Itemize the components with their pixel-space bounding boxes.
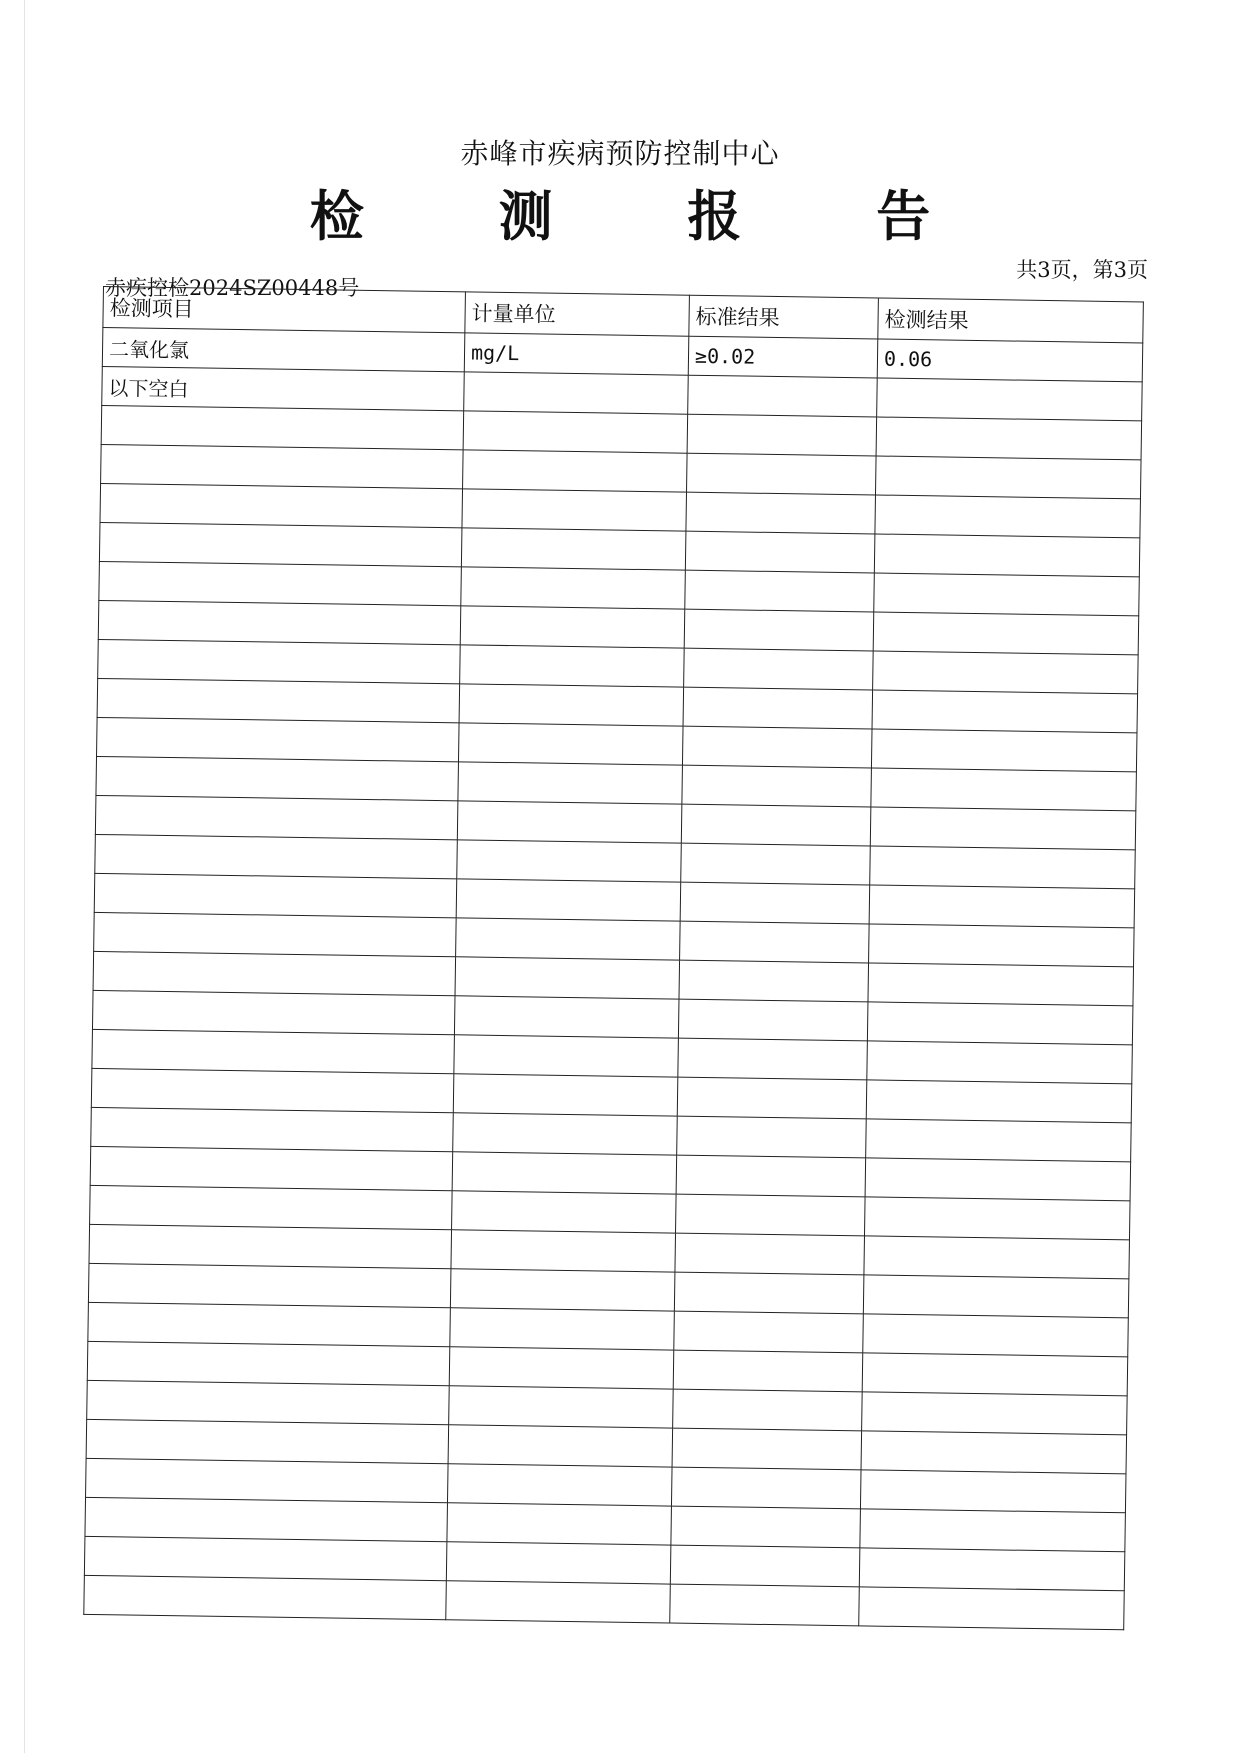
empty-cell xyxy=(90,1185,453,1229)
empty-cell xyxy=(449,1347,674,1389)
empty-cell xyxy=(676,1155,866,1197)
empty-cell xyxy=(95,834,458,878)
standard-cell: ≥0.02 xyxy=(688,336,878,378)
empty-cell xyxy=(683,687,873,729)
empty-cell xyxy=(461,567,686,609)
empty-cell xyxy=(96,756,459,800)
empty-cell xyxy=(676,1194,866,1236)
empty-cell xyxy=(459,684,684,726)
empty-cell xyxy=(687,414,877,456)
empty-cell xyxy=(86,1419,449,1463)
empty-cell xyxy=(92,990,455,1034)
empty-cell xyxy=(454,996,679,1038)
empty-cell xyxy=(863,1275,1129,1318)
empty-cell xyxy=(686,492,876,534)
empty-cell xyxy=(94,912,457,956)
empty-cell xyxy=(87,1341,450,1385)
empty-cell xyxy=(89,1224,452,1268)
empty-cell xyxy=(462,489,687,531)
empty-cell xyxy=(876,417,1142,460)
standard-cell xyxy=(688,375,878,417)
empty-cell xyxy=(859,1587,1125,1630)
result-cell xyxy=(877,378,1143,421)
empty-cell xyxy=(94,873,457,917)
report-number: 赤疾控检2024SZ00448号 xyxy=(105,276,360,300)
empty-cell xyxy=(675,1233,865,1275)
empty-cell xyxy=(681,804,871,846)
organization-name: 赤峰市疾病预防控制中心 xyxy=(460,137,780,170)
empty-cell xyxy=(455,957,680,999)
empty-cell xyxy=(450,1308,675,1350)
empty-cell xyxy=(88,1302,451,1346)
empty-cell xyxy=(678,1038,868,1080)
empty-cell xyxy=(862,1353,1128,1396)
scan-edge-line xyxy=(24,0,25,1753)
empty-cell xyxy=(452,1152,677,1194)
empty-cell xyxy=(875,456,1141,499)
empty-cell xyxy=(866,1119,1132,1162)
empty-cell xyxy=(684,648,874,690)
blank-below-note: 以下空白 xyxy=(102,366,465,410)
empty-cell xyxy=(101,405,464,449)
empty-cell xyxy=(874,534,1140,577)
empty-cell xyxy=(682,726,872,768)
empty-cell xyxy=(673,1350,863,1392)
empty-cell xyxy=(861,1431,1127,1474)
empty-cell xyxy=(862,1392,1128,1435)
empty-cell xyxy=(460,645,685,687)
empty-cell xyxy=(670,1545,860,1587)
column-header-standard: 标准结果 xyxy=(689,295,879,339)
table-body xyxy=(84,328,1143,1630)
empty-cell xyxy=(866,1080,1132,1123)
empty-cell xyxy=(90,1146,453,1190)
empty-cell xyxy=(677,1077,867,1119)
empty-cell xyxy=(865,1158,1131,1201)
empty-cell xyxy=(670,1584,860,1626)
empty-cell xyxy=(450,1269,675,1311)
empty-cell xyxy=(99,561,462,605)
empty-cell xyxy=(97,717,460,761)
empty-cell xyxy=(458,723,683,765)
empty-cell xyxy=(93,951,456,995)
empty-cell xyxy=(460,606,685,648)
empty-cell xyxy=(674,1311,864,1353)
empty-cell xyxy=(85,1497,448,1541)
empty-cell xyxy=(449,1386,674,1428)
result-cell: 0.06 xyxy=(877,339,1143,382)
empty-cell xyxy=(100,483,463,527)
empty-cell xyxy=(671,1467,861,1509)
empty-cell xyxy=(870,807,1136,850)
report-title: 检 测 报 告 xyxy=(309,184,989,248)
unit-cell: mg/L xyxy=(464,333,689,375)
empty-cell xyxy=(864,1197,1130,1240)
empty-cell xyxy=(687,453,877,495)
empty-cell xyxy=(456,879,681,921)
empty-cell xyxy=(452,1191,677,1233)
empty-cell xyxy=(867,1002,1133,1045)
column-header-item: 检测项目 xyxy=(103,287,466,333)
empty-cell xyxy=(98,600,461,644)
empty-cell xyxy=(447,1503,672,1545)
empty-cell xyxy=(98,639,461,683)
empty-cell xyxy=(84,1575,447,1619)
empty-cell xyxy=(874,573,1140,616)
empty-cell xyxy=(678,999,868,1041)
page-indicator: 共3页，第3页 xyxy=(1016,258,1148,282)
empty-cell xyxy=(674,1272,864,1314)
empty-cell xyxy=(95,795,458,839)
empty-cell xyxy=(871,768,1137,811)
empty-cell xyxy=(88,1263,451,1307)
empty-cell xyxy=(456,918,681,960)
empty-cell xyxy=(99,522,462,566)
empty-cell xyxy=(685,570,875,612)
empty-cell xyxy=(461,528,686,570)
empty-cell xyxy=(673,1389,863,1431)
results-table xyxy=(83,286,1144,1630)
empty-cell xyxy=(680,921,870,963)
empty-cell xyxy=(864,1236,1130,1279)
empty-cell xyxy=(869,885,1135,928)
empty-cell xyxy=(463,450,688,492)
empty-cell xyxy=(867,1041,1133,1084)
empty-cell xyxy=(875,495,1141,538)
empty-cell xyxy=(84,1536,447,1580)
empty-cell xyxy=(672,1428,862,1470)
empty-cell xyxy=(680,882,870,924)
results-table-wrapper xyxy=(83,286,1143,1630)
empty-cell xyxy=(679,960,869,1002)
empty-cell xyxy=(446,1581,671,1623)
empty-cell xyxy=(101,444,464,488)
empty-cell xyxy=(91,1107,454,1151)
empty-cell xyxy=(92,1029,455,1073)
empty-cell xyxy=(677,1116,867,1158)
empty-cell xyxy=(463,411,688,453)
empty-cell xyxy=(453,1074,678,1116)
empty-cell xyxy=(87,1380,450,1424)
empty-cell xyxy=(869,924,1135,967)
empty-cell xyxy=(860,1509,1126,1552)
column-header-unit: 计量单位 xyxy=(465,292,690,336)
empty-cell xyxy=(451,1230,676,1272)
empty-cell xyxy=(671,1506,861,1548)
empty-cell xyxy=(97,678,460,722)
test-item-cell: 二氧化氯 xyxy=(102,328,465,372)
empty-cell xyxy=(91,1068,454,1112)
empty-cell xyxy=(458,762,683,804)
empty-cell xyxy=(868,963,1134,1006)
empty-cell xyxy=(454,1035,679,1077)
empty-cell xyxy=(860,1470,1126,1513)
empty-cell xyxy=(873,651,1139,694)
empty-cell xyxy=(870,846,1136,889)
empty-cell xyxy=(457,801,682,843)
unit-cell xyxy=(464,372,689,414)
empty-cell xyxy=(448,1425,673,1467)
column-header-result: 检测结果 xyxy=(878,298,1144,343)
empty-cell xyxy=(873,612,1139,655)
empty-cell xyxy=(871,729,1137,772)
empty-cell xyxy=(863,1314,1129,1357)
empty-cell xyxy=(86,1458,449,1502)
empty-cell xyxy=(872,690,1138,733)
empty-cell xyxy=(685,531,875,573)
empty-cell xyxy=(681,843,871,885)
empty-cell xyxy=(447,1464,672,1506)
empty-cell xyxy=(446,1542,671,1584)
empty-cell xyxy=(457,840,682,882)
empty-cell xyxy=(684,609,874,651)
empty-cell xyxy=(859,1548,1125,1591)
empty-cell xyxy=(682,765,872,807)
empty-cell xyxy=(453,1113,678,1155)
